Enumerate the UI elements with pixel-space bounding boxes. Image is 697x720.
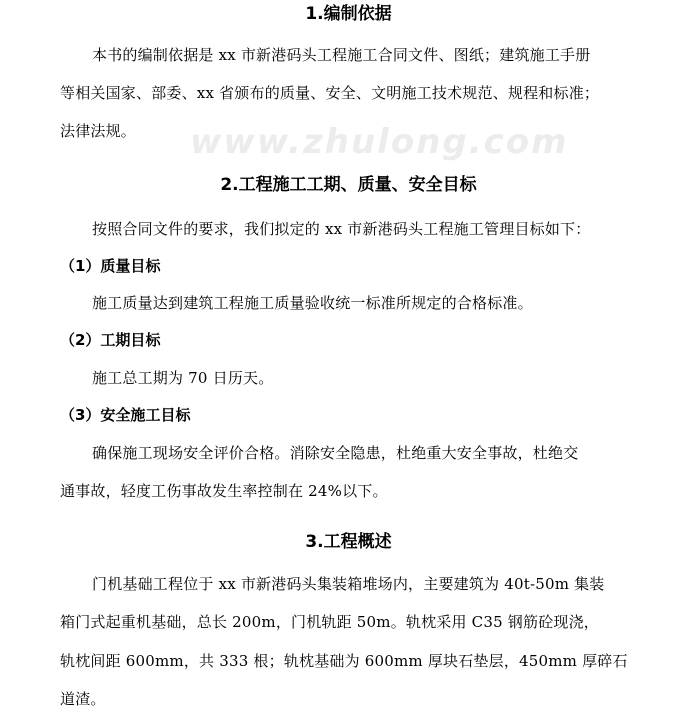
section-3-line-3: 轨枕间距 600mm，共 333 根；轨枕基础为 600mm 厚块石垫层，450mm 厚碎石: [60, 652, 628, 670]
safety-goal-title: （3）安全施工目标: [60, 406, 191, 424]
section-1-line-1: 本书的编制依据是 xx 市新港码头工程施工合同文件、图纸；建筑施工手册: [92, 46, 591, 64]
section-3-line-4: 道渣。: [60, 690, 106, 708]
schedule-goal-text: 施工总工期为 70 日历天。: [92, 369, 274, 387]
section-2-heading: 2.工程施工工期、质量、安全目标: [220, 175, 477, 195]
quality-goal-text: 施工质量达到建筑工程施工质量验收统一标准所规定的合格标准。: [92, 294, 533, 312]
section-3-heading: 3.工程概述: [305, 532, 392, 552]
schedule-goal-title: （2）工期目标: [60, 331, 161, 349]
watermark: www.zhulong.com: [190, 122, 569, 162]
section-3-line-2: 箱门式起重机基础，总长 200m，门机轨距 50m。轨枕采用 C35 钢筋砼现浇，: [60, 613, 600, 631]
safety-goal-line-1: 确保施工现场安全评价合格。消除安全隐患，杜绝重大安全事故，杜绝交: [92, 444, 579, 462]
section-3-line-1: 门机基础工程位于 xx 市新港码头集装箱堆场内，主要建筑为 40t-50m 集装: [92, 575, 605, 593]
section-2-intro: 按照合同文件的要求，我们拟定的 xx 市新港码头工程施工管理目标如下：: [92, 220, 591, 238]
section-1-heading: 1.编制依据: [305, 4, 392, 24]
quality-goal-title: （1）质量目标: [60, 257, 161, 275]
section-1-line-3: 法律法规。: [60, 122, 137, 140]
safety-goal-line-2: 通事故，轻度工伤事故发生率控制在 24%以下。: [60, 482, 388, 500]
section-1-line-2: 等相关国家、部委、xx 省颁布的质量、安全、文明施工技术规范、规程和标准；: [60, 84, 600, 102]
